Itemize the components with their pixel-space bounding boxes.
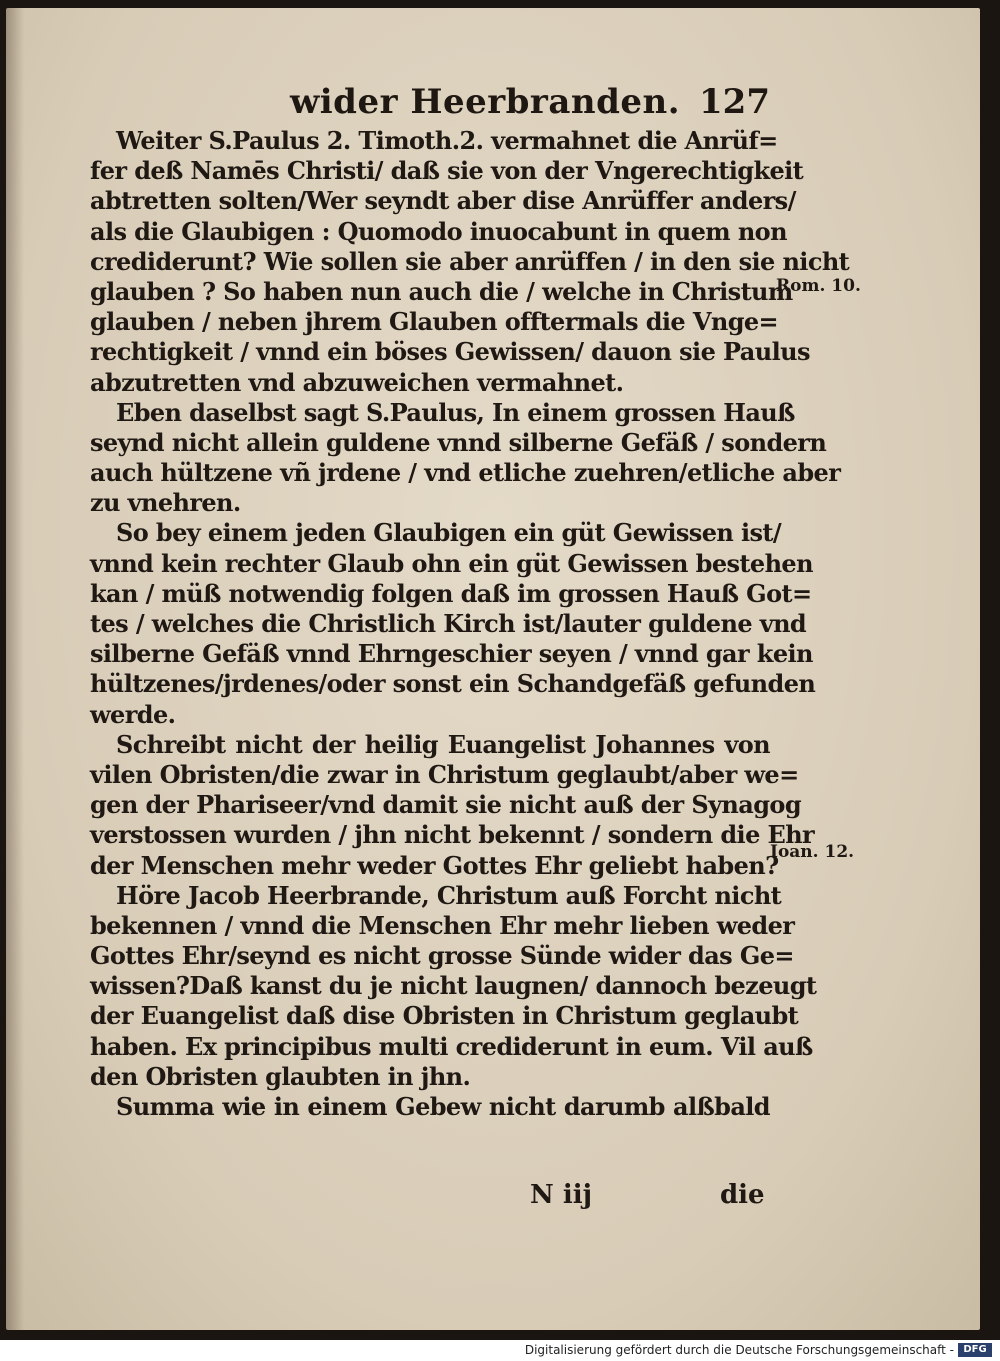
signature-mark: N iij bbox=[530, 1180, 592, 1210]
margin-note-rom: Rom. 10. bbox=[776, 276, 861, 296]
text-line: haben. Ex principibus multi crediderunt in eum. Vil auß bbox=[90, 1031, 813, 1061]
text-line: Gottes Ehr/seynd es nicht grosse Sünde wider das Ge= bbox=[90, 941, 794, 971]
text-line: silberne Gefäß vnnd Ehrngeschier seyen / vnnd gar kein bbox=[90, 639, 813, 669]
text-line: Höre Jacob Heerbrande, Christum auß Forcht nicht bbox=[116, 880, 782, 910]
text-line: rechtigkeit / vnnd ein böses Gewissen/ dauon sie Paulus bbox=[90, 337, 810, 367]
margin-note-ioan: Ioan. 12. bbox=[770, 842, 855, 862]
dfg-logo-icon: DFG bbox=[958, 1343, 992, 1357]
text-line: vnnd kein rechter Glaub ohn ein güt Gewissen bestehen bbox=[90, 548, 813, 578]
text-line: fer deß Namēs Christi/ daß sie von der Vngerechtigkeit bbox=[90, 156, 804, 186]
text-line: Schreibt nicht der heilig Euangelist Johannes von bbox=[116, 729, 770, 759]
text-line: So bey einem jeden Glaubigen ein güt Gewissen ist/ bbox=[116, 518, 782, 548]
text-line: auch hültzene vñ jrdene / vnd etliche zuehren/etliche aber bbox=[90, 458, 841, 488]
text-line: crediderunt? Wie sollen sie aber anrüffen / in den sie nicht bbox=[90, 246, 850, 276]
running-title: wider Heerbranden. bbox=[290, 82, 681, 122]
footer-credit: Digitalisierung gefördert durch die Deutsche Forschungsgemeinschaft - bbox=[524, 1343, 954, 1357]
text-line: abzutretten vnd abzuweichen vermahnet. bbox=[90, 367, 624, 397]
footer-bar bbox=[0, 1340, 1000, 1361]
text-line: abtretten solten/Wer seyndt aber dise Anrüffer anders/ bbox=[90, 186, 796, 216]
text-line: Eben daselbst sagt S.Paulus, In einem grossen Hauß bbox=[116, 397, 795, 427]
text-line: zu vnehren. bbox=[90, 488, 241, 518]
running-head bbox=[290, 82, 770, 126]
text-line: gen der Phariseer/vnd damit sie nicht auß der Synagog bbox=[90, 790, 802, 820]
text-line: glauben / neben jhrem Glauben offtermals die Vnge= bbox=[90, 307, 779, 337]
text-line: kan / müß notwendig folgen daß im grossen Hauß Got= bbox=[90, 578, 812, 608]
text-line: wissen?Daß kanst du je nicht laugnen/ dannoch bezeugt bbox=[90, 971, 817, 1001]
text-line: der Euangelist daß dise Obristen in Christum geglaubt bbox=[90, 1001, 799, 1031]
text-line: glauben ? So haben nun auch die / welche in Christum bbox=[90, 276, 793, 306]
text-line: verstossen wurden / jhn nicht bekennt / sondern die Ehr bbox=[90, 820, 815, 850]
text-line: seynd nicht allein guldene vnnd silberne Gefäß / sondern bbox=[90, 427, 827, 457]
page-number: 127 bbox=[699, 82, 770, 122]
text-line: vilen Obristen/die zwar in Christum geglaubt/aber we= bbox=[90, 759, 799, 789]
text-line: bekennen / vnnd die Menschen Ehr mehr lieben weder bbox=[90, 910, 795, 940]
text-line: hültzenes/jrdenes/oder sonst ein Schandgefäß gefunden bbox=[90, 669, 816, 699]
text-line: Weiter S.Paulus 2. Timoth.2. vermahnet die Anrüf= bbox=[116, 126, 778, 155]
text-line: werde. bbox=[90, 699, 176, 729]
text-line: Summa wie in einem Gebew nicht darumb alßbald bbox=[116, 1092, 770, 1121]
text-line: der Menschen mehr weder Gottes Ehr geliebt haben? bbox=[90, 850, 779, 880]
text-line: tes / welches die Christlich Kirch ist/lauter guldene vnd bbox=[90, 609, 807, 638]
catchword: die bbox=[720, 1180, 765, 1210]
text-line: den Obristen glaubten in jhn. bbox=[90, 1061, 471, 1091]
text-line: als die Glaubigen : Quomodo inuocabunt in quem non bbox=[90, 216, 787, 246]
